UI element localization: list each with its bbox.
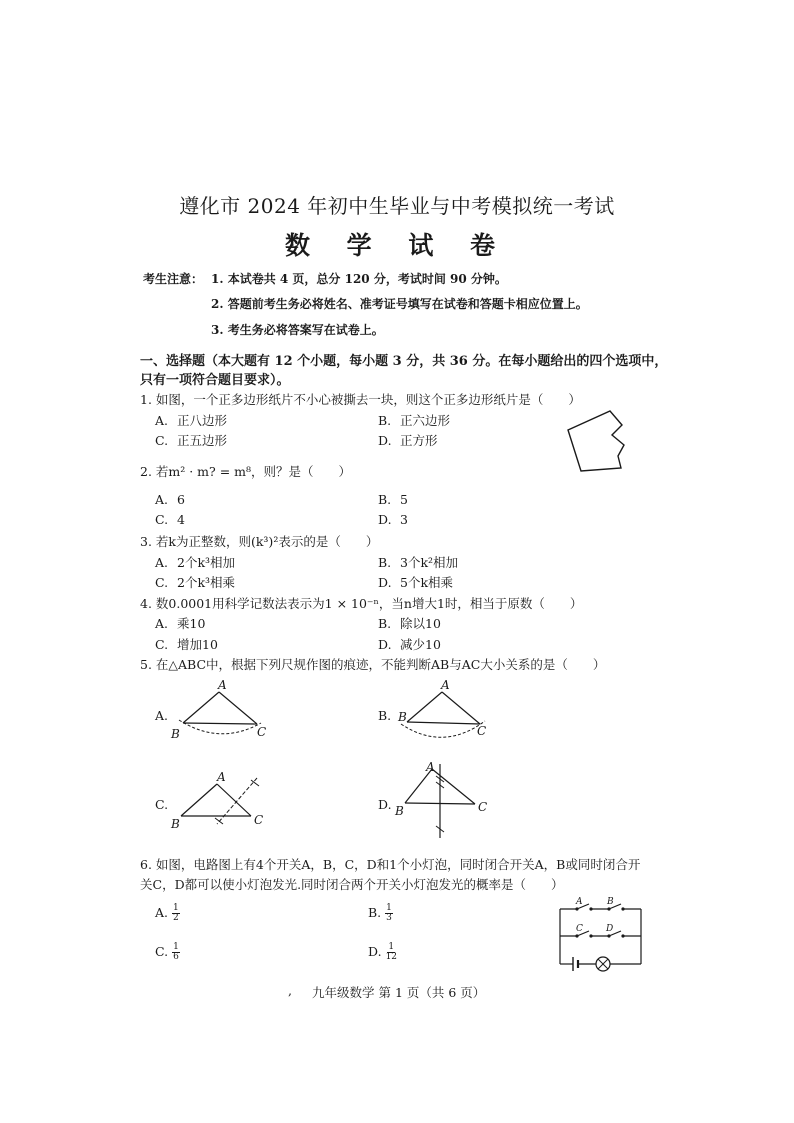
option-label: D. (378, 512, 392, 527)
option-label: C. (155, 433, 169, 448)
option-text: 3个k²相加 (400, 555, 459, 570)
exam-title: 遵化市 2024 年初中生毕业与中考模拟统一考试 (179, 194, 615, 218)
vertex-label-b: B (171, 817, 180, 831)
vertex-label-a: A (217, 770, 226, 784)
q6-option-c (155, 943, 180, 962)
section-heading-line1: 一、选择题（本大题有 12 个小题，每小题 3 分，共 36 分。在每小题给出的四个选项中， (140, 354, 668, 369)
option-text: 正八边形 (177, 413, 228, 428)
fraction-denominator: 12 (385, 952, 398, 962)
option-text: 除以10 (400, 616, 441, 631)
option-text: 3 (400, 512, 408, 527)
vertex-label-c: C (477, 724, 487, 738)
notice-item-1: 1. 本试卷共 4 页，总分 120 分，考试时间 90 分钟。 (211, 272, 507, 286)
option-label: A. (155, 616, 169, 631)
fraction-numerator: 1 (388, 942, 395, 952)
option-label: D. (378, 637, 392, 652)
option-fraction (385, 904, 393, 923)
q5-option-d-label: D. (378, 797, 392, 812)
q3-option-a (155, 553, 235, 571)
option-label: A. (155, 492, 169, 507)
question-6-stem-line1: 6. 如图，电路图上有4个开关A，B，C，D和1个小灯泡，同时闭合开关A，B或同时闭合开 (140, 857, 641, 872)
option-text: 增加10 (177, 637, 218, 652)
fraction-denominator: 2 (173, 913, 179, 923)
q1-option-c (155, 431, 227, 449)
circuit-diagram (555, 896, 645, 971)
vertex-label-c: C (257, 725, 267, 739)
vertex-label-b: B (398, 710, 407, 724)
vertex-label-a: A (218, 678, 227, 692)
fraction-denominator: 3 (386, 913, 392, 923)
q5-option-b-label: B. (378, 708, 392, 723)
option-label: B. (368, 905, 382, 920)
notice-item-2: 2. 答题前考生务必将姓名、准考证号填写在试卷和答题卡相应位置上。 (211, 297, 588, 311)
option-label: C. (155, 512, 169, 527)
question-3-stem: 3. 若k为正整数，则(k³)²表示的是（ ） (140, 534, 379, 549)
option-label: B. (378, 413, 392, 428)
q6-option-b (368, 904, 393, 923)
q4-option-a (155, 614, 205, 632)
option-label: A. (155, 905, 169, 920)
q4-option-c (155, 635, 218, 653)
q1-option-a (155, 411, 227, 429)
section-heading-line2: 只有一项符合题目要求）。 (140, 373, 290, 388)
q5-figure-c (165, 768, 275, 833)
switch-label-a: A (576, 897, 583, 907)
switch-label-b: B (607, 897, 614, 907)
option-text: 正五边形 (177, 433, 228, 448)
option-text: 2个k³相乘 (177, 575, 236, 590)
q3-option-d (378, 573, 453, 591)
option-text: 乘10 (177, 616, 206, 631)
option-text: 5个k相乘 (400, 575, 454, 590)
option-label: D. (378, 575, 392, 590)
option-fraction (172, 943, 180, 962)
option-text: 正六边形 (400, 413, 451, 428)
q5-figure-b (388, 676, 498, 746)
q4-option-d (378, 635, 441, 653)
footer-mark: , (288, 983, 292, 998)
question-6-stem-line2: 关C，D都可以使小灯泡发光.同时闭合两个开关小灯泡发光的概率是（ ） (140, 877, 564, 892)
switch-label-d: D (606, 924, 614, 934)
option-text: 5 (400, 492, 408, 507)
vertex-label-a: A (441, 678, 450, 692)
q2-option-b (378, 492, 408, 507)
q5-figure-a (165, 676, 275, 746)
page-footer: 九年级数学 第 1 页（共 6 页） (312, 985, 486, 1000)
option-text: 4 (177, 512, 185, 527)
switch-label-c: C (576, 924, 583, 934)
vertex-label-c: C (478, 800, 488, 814)
q2-option-c (155, 512, 185, 527)
exam-subtitle: 数 学 试 卷 (284, 231, 510, 260)
q1-option-b (378, 411, 450, 429)
q2-option-d (378, 512, 408, 527)
question-5-stem: 5. 在△ABC中，根据下列尺规作图的痕迹，不能判断AB与AC大小关系的是（ ） (140, 657, 606, 672)
option-label: B. (378, 555, 392, 570)
option-fraction (386, 943, 397, 962)
option-label: C. (155, 637, 169, 652)
notice-item-3: 3. 考生务必将答案写在试卷上。 (211, 323, 384, 337)
option-label: D. (378, 433, 392, 448)
q5-option-a-label: A. (155, 708, 169, 723)
fraction-numerator: 1 (173, 903, 179, 913)
vertex-label-a: A (426, 760, 435, 774)
q5-option-c-label: C. (155, 797, 169, 812)
option-text: 2个k³相加 (177, 555, 236, 570)
vertex-label-c: C (254, 813, 264, 827)
torn-polygon-figure (560, 408, 640, 478)
q6-option-a (155, 904, 180, 923)
q3-option-b (378, 553, 458, 571)
q6-option-d (368, 943, 397, 962)
q4-option-b (378, 614, 441, 632)
fraction-numerator: 1 (173, 942, 179, 952)
q2-option-a (155, 492, 185, 507)
option-label: A. (155, 555, 169, 570)
question-4-stem: 4. 数0.0001用科学记数法表示为1 × 10⁻ⁿ，当n增大1时，相当于原数（ ） (140, 596, 583, 611)
fraction-numerator: 1 (386, 903, 392, 913)
option-text: 6 (177, 492, 185, 507)
question-1-stem: 1. 如图，一个正多边形纸片不小心被撕去一块，则这个正多边形纸片是（ ） (140, 392, 581, 407)
option-label: B. (378, 492, 392, 507)
q3-option-c (155, 573, 235, 591)
vertex-label-b: B (395, 804, 404, 818)
option-label: C. (155, 944, 169, 959)
option-label: B. (378, 616, 392, 631)
question-2-stem: 2. 若m² · m? = m⁸，则？是（ ） (140, 464, 352, 479)
vertex-label-b: B (171, 727, 180, 741)
option-text: 减少10 (400, 637, 441, 652)
fraction-denominator: 6 (173, 952, 179, 962)
option-label: C. (155, 575, 169, 590)
option-label: A. (155, 413, 169, 428)
option-fraction (172, 904, 180, 923)
notice-label: 考生注意： (143, 272, 204, 286)
q5-figure-d (390, 760, 500, 842)
q1-option-d (378, 431, 438, 449)
option-label: D. (368, 944, 382, 959)
option-text: 正方形 (400, 433, 438, 448)
